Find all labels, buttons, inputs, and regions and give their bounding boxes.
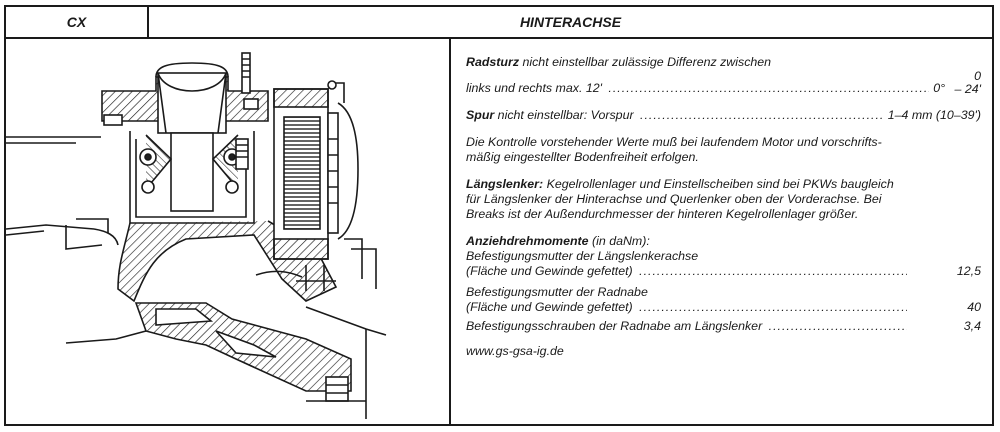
torque-item-value: 3,4 [963,319,981,333]
torque-item-line2: (Fläche und Gewinde gefettet) [466,300,633,314]
specifications-text [466,55,981,359]
camber-term: Radsturz [466,55,520,69]
torque-item-line2: (Fläche und Gewinde gefettet) [466,264,633,278]
website-link[interactable]: www.gs-gsa-ig.de [466,344,564,358]
camber-value-row [466,70,981,96]
torque-item-line1: Befestigungsmutter der Radnabe [466,285,648,299]
trailing-arm-line1: Kegelrollenlager und Einstellscheiben sind bei PKWs baugleich [543,177,894,191]
rear-axle-drawing-panel [6,39,451,424]
toe-spec [466,108,981,123]
leader-dots [635,300,907,314]
camber-spec [466,55,981,70]
check-note-line1: Die Kontrolle vorstehender Werte muß bei laufendem Motor und vorschrifts- [466,135,882,149]
leader-dots [764,319,907,333]
leader-dots [636,108,884,122]
torque-heading: Anziehdrehmomente [466,234,589,248]
torque-item-value: 40 [967,300,981,314]
camber-value-upper: 0 [974,69,981,83]
torque-item [466,285,981,315]
torque-item [466,249,981,279]
torque-item-line1: Befestigungsmutter der Längslenkerachse [466,249,699,263]
leader-dots [635,264,907,278]
toe-text: nicht einstellbar: Vorspur [494,108,634,122]
torque-item-value: 12,5 [956,264,981,278]
camber-value-main: 0° [933,81,946,95]
rear-axle-cross-section-drawing [6,39,447,426]
model-header: CX [6,7,149,39]
torque-item [466,319,981,334]
trailing-arm-line2: für Längslenker der Hinterachse und Querlenker oben der Vorderachse. Bei [466,192,882,206]
check-note [466,135,981,165]
toe-term: Spur [466,108,495,122]
torque-unit: (in daNm): [588,234,650,248]
torque-item-line1: Befestigungsschrauben der Radnabe am Längslenker [466,319,763,333]
leader-dots [604,81,929,95]
trailing-arm-note [466,177,981,222]
section-header: HINTERACHSE [149,7,992,39]
trailing-arm-term: Längslenker: [466,177,544,191]
camber-value-lower: – 24' [954,82,981,96]
torque-heading-line [466,234,981,249]
camber-text-line2: links und rechts max. 12' [466,81,602,95]
toe-value: 1–4 mm (10–39') [887,108,981,122]
spec-sheet [4,5,994,426]
trailing-arm-line3: Breaks ist der Außendurchmesser der hinteren Kegelrollenlager größer. [466,207,859,221]
camber-text-line1: nicht einstellbar zulässige Differenz zwischen [519,55,772,69]
check-note-line2: mäßig eingestellter Bodenfreiheit erfolgen. [466,150,699,164]
